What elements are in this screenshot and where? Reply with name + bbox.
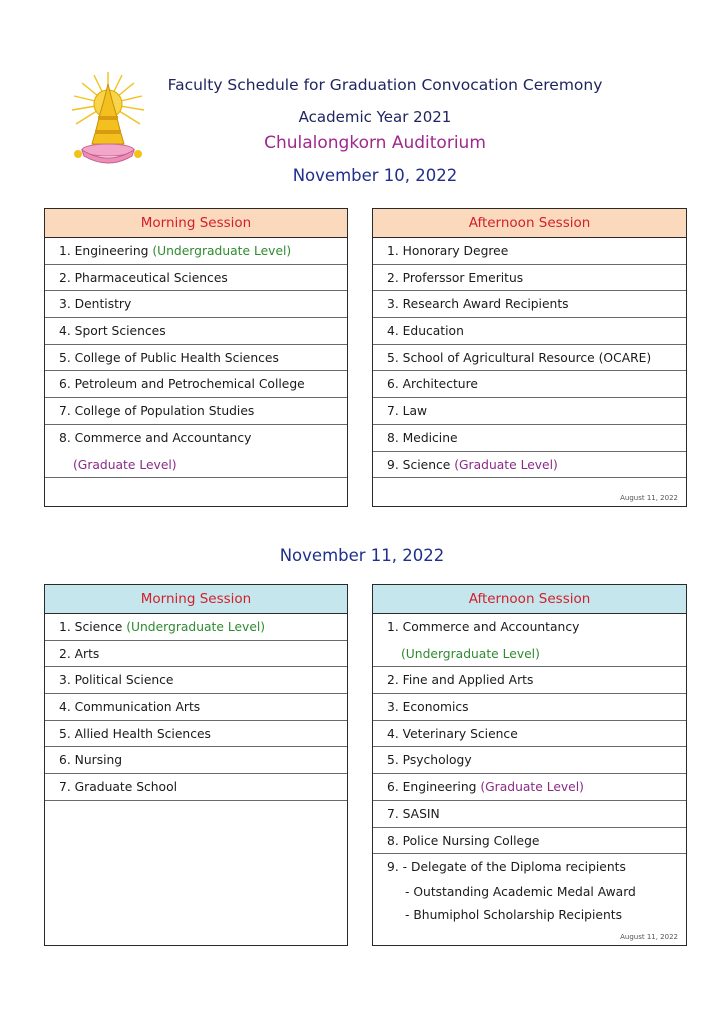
list-item: 3. Research Award Recipients bbox=[373, 291, 686, 318]
list-item: - Outstanding Academic Medal Award bbox=[405, 884, 636, 899]
list-item: 7. College of Population Studies bbox=[45, 398, 347, 425]
list-item: 5. Allied Health Sciences bbox=[45, 721, 347, 748]
page-title: Faculty Schedule for Graduation Convocation Ceremony bbox=[167, 76, 603, 94]
day1-afternoon-table bbox=[372, 208, 687, 507]
list-item: 1. Commerce and Accountancy bbox=[387, 620, 580, 634]
list-item: 6. Engineering (Graduate Level) bbox=[373, 774, 686, 801]
list-item-note: (Undergraduate Level) bbox=[373, 641, 686, 668]
list-item-note: (Graduate Level) bbox=[45, 452, 347, 479]
revision-date-stamp: August 11, 2022 bbox=[620, 494, 678, 502]
list-item: - Bhumiphol Scholarship Recipients bbox=[405, 907, 622, 922]
list-item: 5. School of Agricultural Resource (OCARE) bbox=[373, 345, 686, 372]
list-item: 4. Communication Arts bbox=[45, 694, 347, 721]
list-item: 7. SASIN bbox=[373, 801, 686, 828]
list-item: 2. Proferssor Emeritus bbox=[373, 265, 686, 292]
day1-date: November 10, 2022 bbox=[292, 166, 458, 185]
day2-afternoon-header: Afternoon Session bbox=[373, 585, 686, 614]
list-item: 6. Architecture bbox=[373, 371, 686, 398]
list-item: 9. Science (Graduate Level) bbox=[373, 452, 686, 479]
list-item: 8. Police Nursing College bbox=[373, 828, 686, 855]
list-item: 1. Honorary Degree bbox=[373, 238, 686, 265]
day1-afternoon-header: Afternoon Session bbox=[373, 209, 686, 238]
list-item: 7. Law bbox=[373, 398, 686, 425]
day2-morning-header: Morning Session bbox=[45, 585, 347, 614]
academic-year: Academic Year 2021 bbox=[298, 108, 452, 126]
list-item: 4. Sport Sciences bbox=[45, 318, 347, 345]
list-item: 9. - Delegate of the Diploma recipients bbox=[387, 860, 626, 875]
list-item: 2. Pharmaceutical Sciences bbox=[45, 265, 347, 292]
university-emblem-logo bbox=[68, 70, 148, 172]
list-item: 5. Psychology bbox=[373, 747, 686, 774]
day2-afternoon-table bbox=[372, 584, 687, 946]
list-item: 3. Political Science bbox=[45, 667, 347, 694]
list-item: 1. Engineering (Undergraduate Level) bbox=[45, 238, 347, 265]
list-item: 1. Science (Undergraduate Level) bbox=[45, 614, 347, 641]
list-item: 6. Petroleum and Petrochemical College bbox=[45, 371, 347, 398]
list-item: 2. Arts bbox=[45, 641, 347, 668]
list-item: 2. Fine and Applied Arts bbox=[373, 667, 686, 694]
list-item: 5. College of Public Health Sciences bbox=[45, 345, 347, 372]
day2-date: November 11, 2022 bbox=[279, 546, 445, 565]
list-item: 6. Nursing bbox=[45, 747, 347, 774]
list-item: 3. Economics bbox=[373, 694, 686, 721]
list-item: 8. Commerce and Accountancy bbox=[59, 430, 252, 445]
list-item: 3. Dentistry bbox=[45, 291, 347, 318]
venue: Chulalongkorn Auditorium bbox=[264, 133, 486, 153]
list-item: 7. Graduate School bbox=[45, 774, 347, 801]
day1-morning-header: Morning Session bbox=[45, 209, 347, 238]
day1-morning-table bbox=[44, 208, 348, 507]
list-item: 4. Veterinary Science bbox=[373, 721, 686, 748]
revision-date-stamp: August 11, 2022 bbox=[620, 933, 678, 941]
list-item: 8. Medicine bbox=[373, 425, 686, 452]
day2-morning-table bbox=[44, 584, 348, 946]
list-item: 4. Education bbox=[373, 318, 686, 345]
